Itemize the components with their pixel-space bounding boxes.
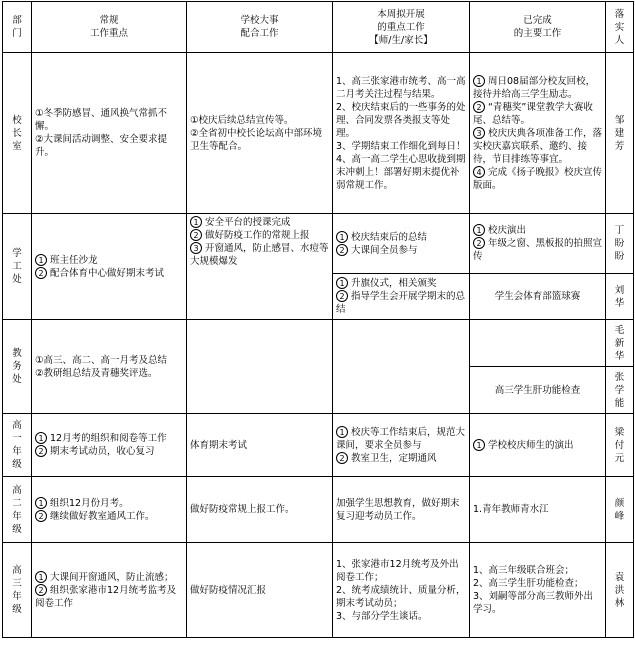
grade-2-done: 1.青年教师青水江: [470, 477, 606, 543]
header-owner-text: 落实人: [614, 8, 625, 46]
owner-grade-2: [606, 477, 634, 543]
grade-1-week: [333, 414, 470, 477]
dept-student-affairs-text: 学工处: [12, 248, 22, 285]
owner-student-affairs-1: [606, 214, 634, 274]
grade-3-week-1: 1、张家港市12月统考及外出阅卷工作；: [336, 558, 459, 583]
principal-done-3: [473, 127, 602, 166]
student-affairs-done-1-b-text: 年级之窗、黑板报的拍照宣传: [473, 238, 603, 262]
student-affairs-week-2-b-text: 指导学生会开展学期末的总结: [336, 291, 466, 315]
owner-principal-text: 邹建芳: [614, 114, 625, 152]
student-affairs-routine-2-text: 配合体育中心做好期末考试: [50, 267, 165, 279]
owner-academic-affairs-2-text: 张学能: [614, 371, 625, 409]
student-affairs-week-1-a: [336, 231, 466, 244]
dept-grade-1-text: 高一年级: [12, 420, 22, 470]
circled-number: 1: [35, 432, 47, 444]
academic-affairs-done-1: [470, 320, 606, 367]
weekly-work-table: [2, 1, 634, 638]
header-done: 已完成 的主要工作: [470, 2, 606, 53]
dept-principal: [3, 53, 32, 214]
circled-number: 2: [336, 290, 348, 302]
grade-1-done: [470, 414, 606, 477]
grade-3-week-2: 2、统考成绩统计、质量分析，期末考试动员；: [336, 584, 466, 609]
grade-1-routine-2: [35, 445, 183, 458]
principal-routine-1: ①冬季防感冒、通风换气常抓不懈。: [35, 108, 168, 132]
student-affairs-week-2-b: [336, 290, 466, 316]
grade-3-week-3: 3、与部分学生谈话。: [336, 610, 428, 622]
student-affairs-routine-1: [35, 254, 183, 267]
grade-1-done-1-text: 学校校庆师生的演出: [488, 439, 574, 451]
owner-student-affairs-2: [606, 274, 634, 320]
circled-number: 2: [336, 244, 348, 256]
circled-number: 1: [336, 426, 348, 438]
academic-affairs-routine-2: ②教研组总结及青穗奖评选。: [35, 367, 158, 379]
student-affairs-school-1: [190, 216, 329, 229]
header-row: [3, 2, 634, 53]
header-dept: [3, 2, 32, 53]
student-affairs-week-2-a-text: 升旗仪式，相关颁奖: [351, 278, 437, 289]
circled-number: 1: [473, 439, 485, 451]
academic-affairs-week: [333, 320, 470, 414]
circled-number: 1: [35, 571, 47, 583]
owner-academic-affairs-2: [606, 367, 634, 414]
principal-done: [470, 53, 606, 214]
grade-1-week-1-text: 校庆等工作结束后，规范大课间，要求全员参与: [336, 426, 466, 451]
dept-grade-3-text: 高三年级: [12, 565, 22, 615]
circled-number: 2: [35, 267, 47, 279]
student-affairs-week-2-a: [336, 277, 466, 290]
principal-week-1: 1、高三张家港市统考、高一高二月考关注过程与结果。: [336, 75, 466, 100]
student-affairs-routine: [32, 214, 187, 320]
grade-3-done-3: 3、刘嗣等部分高三教师外出学习。: [473, 591, 594, 615]
row-academic-affairs-1: [3, 320, 634, 367]
principal-week-4: 4、高一高二学生心思收拢到期末冲刺上！部署好期末提优补弱常规工作。: [336, 153, 466, 191]
owner-principal: [606, 53, 634, 214]
principal-school: [187, 53, 333, 214]
circled-number: 1: [473, 224, 485, 236]
principal-done-4: [473, 166, 602, 192]
principal-done-1: [473, 75, 602, 101]
grade-1-routine-2-text: 期末考试动员，收心复习: [50, 446, 155, 457]
student-affairs-week-1: [333, 214, 470, 274]
owner-student-affairs-2-text: 刘华: [614, 284, 625, 309]
student-affairs-school-3-text: 开窗通风，防止感冒、水痘等大规模爆发: [190, 243, 329, 267]
principal-routine: [32, 53, 187, 214]
header-dept-text: 部门: [12, 15, 22, 39]
principal-done-2-text: “青穗奖”课堂教学大赛收尾、总结等。: [473, 101, 593, 126]
header-school: 学校大事 配合工作: [187, 2, 333, 53]
principal-done-1-text: 周日08届部分校友回校，接待并给高三学生励志。: [473, 75, 596, 100]
grade-1-routine-1: [35, 432, 183, 445]
owner-student-affairs-1-text: 丁盼盼: [614, 225, 625, 262]
owner-grade-3: [606, 543, 634, 638]
student-affairs-school: [187, 214, 333, 320]
principal-week-2: 2、校庆结束后的一些事务的处理、合同发票各类报支等处理。: [336, 101, 466, 139]
row-grade-2: [3, 477, 634, 543]
grade-3-done: [470, 543, 606, 638]
grade-1-week-2-text: 教室卫生，定期通风: [351, 452, 437, 464]
row-grade-1: [3, 414, 634, 477]
academic-affairs-done-2: 高三学生肝功能检查: [470, 367, 606, 414]
row-student-affairs-1: [3, 214, 634, 274]
grade-3-routine-2-text: 组织张家港市12月统考监考及阅卷工作: [35, 584, 177, 609]
grade-3-done-1: 1、高三年级联合班会；: [473, 565, 575, 576]
student-affairs-week-2: [333, 274, 470, 320]
circled-number: 1: [336, 277, 348, 289]
owner-grade-2-text: 颜峰: [614, 497, 625, 522]
grade-1-done-1: [473, 439, 602, 452]
row-principal-office: [3, 53, 634, 214]
student-affairs-done-1: [470, 214, 606, 274]
dept-grade-1: [3, 414, 32, 477]
principal-done-3-text: 校庆庆典各项准备工作，落实校庆嘉宾联系、邀约、接待，节目排练等事宜。: [473, 127, 603, 165]
grade-3-week: [333, 543, 470, 638]
circled-number: 2: [336, 452, 348, 464]
grade-3-school: 做好防疫情况汇报: [187, 543, 333, 638]
student-affairs-school-1-text: 安全平台的授课完成: [205, 217, 291, 228]
header-owner: [606, 2, 634, 53]
grade-3-done-2: 2、高三学生肝功能检查；: [473, 578, 584, 589]
student-affairs-week-1-a-text: 校庆结束后的总结: [351, 231, 428, 243]
academic-affairs-school: [187, 320, 333, 414]
principal-done-2: [473, 101, 602, 127]
student-affairs-routine-2: [35, 267, 183, 280]
principal-school-1: ①校庆后续总结宣传等。: [190, 114, 294, 126]
dept-grade-2: [3, 477, 32, 543]
academic-affairs-routine: [32, 320, 187, 414]
dept-academic-affairs: [3, 320, 32, 414]
circled-number: 1: [336, 231, 348, 243]
circled-number: 1: [473, 75, 485, 87]
header-week: 本周拟开展 的重点工作 【师/生/家长】: [333, 2, 470, 53]
dept-grade-2-text: 高二年级: [12, 484, 22, 535]
circled-number: 3: [190, 242, 202, 254]
student-affairs-done-2: 学生会体育部篮球赛: [470, 274, 606, 320]
grade-2-school: 做好防疫常规上报工作。: [187, 477, 333, 543]
student-affairs-done-1-a: [473, 224, 602, 237]
grade-3-routine: [32, 543, 187, 638]
grade-2-routine-1: [35, 497, 183, 510]
owner-grade-3-text: 袁洪林: [614, 571, 625, 609]
student-affairs-school-3: [190, 242, 329, 268]
principal-school-2: ②全省初中校长论坛高中部环境卫生等配合。: [190, 127, 323, 152]
circled-number: 1: [35, 254, 47, 266]
circled-number: 2: [473, 237, 485, 249]
student-affairs-week-1-b-text: 大课间全员参与: [351, 244, 418, 256]
student-affairs-done-1-b: [473, 237, 602, 263]
dept-grade-3: [3, 543, 32, 638]
grade-2-routine-2: [35, 510, 183, 523]
circled-number: 2: [35, 584, 47, 596]
academic-affairs-routine-1: ①高三、高二、高一月考及总结: [35, 354, 168, 366]
grade-3-routine-1-text: 大课间开窗通风，防止流感；: [50, 571, 174, 583]
grade-1-routine-1-text: 12月考的组织和阅卷等工作: [50, 433, 167, 444]
student-affairs-school-2-text: 做好防疫工作的常规上报: [205, 230, 310, 241]
student-affairs-week-1-b: [336, 244, 466, 257]
circled-number: 4: [473, 166, 485, 178]
grade-1-week-1: [336, 426, 466, 452]
student-affairs-school-2: [190, 229, 329, 242]
owner-academic-affairs-1: [606, 320, 634, 367]
principal-done-4-text: 完成《扬子晚报》校庆宣传版面。: [473, 166, 603, 191]
principal-week: [333, 53, 470, 214]
grade-1-week-2: [336, 452, 466, 465]
circled-number: 1: [190, 216, 202, 228]
dept-student-affairs: [3, 214, 32, 320]
dept-principal-text: 校长室: [12, 114, 22, 152]
owner-grade-1-text: 梁付元: [614, 426, 625, 464]
grade-1-routine: [32, 414, 187, 477]
grade-2-routine: [32, 477, 187, 543]
owner-academic-affairs-1-text: 毛新华: [614, 324, 625, 362]
grade-3-routine-2: [35, 584, 183, 610]
principal-routine-2: ②大课间活动调整、安全要求提升。: [35, 134, 168, 158]
circled-number: 2: [190, 229, 202, 241]
owner-grade-1: [606, 414, 634, 477]
student-affairs-routine-1-text: 班主任沙龙: [50, 254, 98, 266]
row-grade-3: [3, 543, 634, 638]
grade-2-routine-1-text: 组织12月份月考。: [50, 497, 129, 509]
grade-2-routine-2-text: 继续做好教室通风工作。: [50, 510, 155, 522]
dept-academic-affairs-text: 教务处: [12, 348, 22, 385]
grade-3-routine-1: [35, 571, 183, 584]
circled-number: 2: [35, 510, 47, 522]
grade-2-week: 加强学生思想教育，做好期末复习迎考动员工作。: [333, 477, 470, 543]
grade-1-school: 体育期末考试: [187, 414, 333, 477]
principal-week-3: 3、学期结束工作细化到每日！: [336, 140, 466, 152]
student-affairs-done-1-a-text: 校庆演出: [488, 225, 527, 236]
circled-number: 2: [35, 445, 47, 457]
header-routine: 常规 工作重点: [32, 2, 187, 53]
circled-number: 1: [35, 497, 47, 509]
circled-number: 2: [473, 101, 485, 113]
circled-number: 3: [473, 127, 485, 139]
